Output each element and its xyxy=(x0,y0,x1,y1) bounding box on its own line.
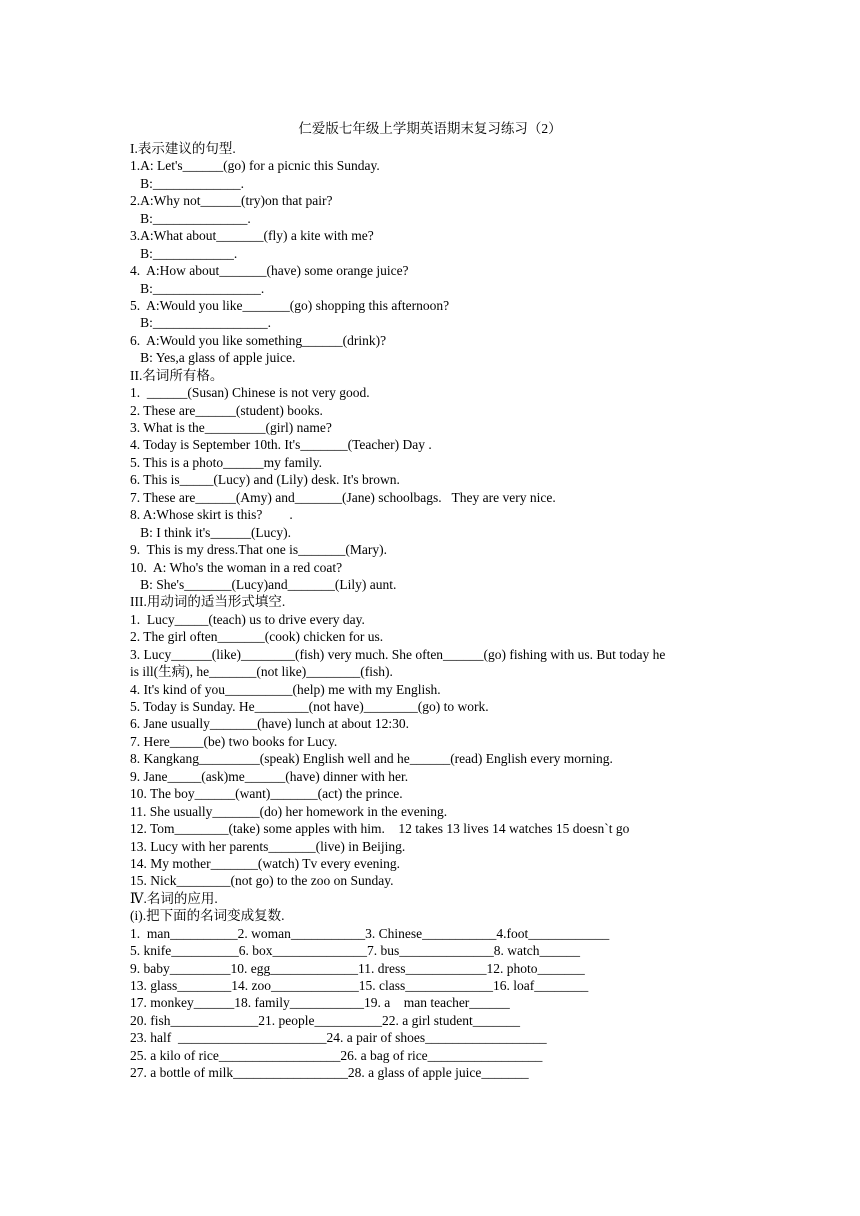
worksheet-line: 23. half ______________________24. a pair of shoes__________________ xyxy=(130,1030,547,1046)
worksheet-line: 5. Today is Sunday. He________(not have)________(go) to work. xyxy=(130,699,489,714)
worksheet-line: 2. The girl often_______(cook) chicken for us. xyxy=(130,629,384,645)
worksheet-line: II.名词所有格。 xyxy=(130,367,224,383)
worksheet-line: 3.A:What about_______(fly) a kite with me? xyxy=(130,228,374,244)
worksheet-line: 11. She usually_______(do) her homework in the evening. xyxy=(130,803,448,819)
worksheet-line: 10. A: Who's the woman in a red coat? xyxy=(130,559,343,575)
worksheet-body xyxy=(130,140,740,1082)
worksheet-line: 6. This is_____(Lucy) and (Lily) desk. It's brown. xyxy=(130,472,400,488)
worksheet-line: 3. Lucy______(like)________(fish) very much. She often______(go) fishing with us. But today he xyxy=(130,646,666,662)
worksheet-line: 25. a kilo of rice__________________26. a bag of rice_________________ xyxy=(130,1047,543,1063)
worksheet-line: 3. What is the_________(girl) name? xyxy=(130,420,332,435)
worksheet-line: 27. a bottle of milk_________________28. a glass of apple juice_______ xyxy=(130,1065,529,1081)
worksheet-line: 9. baby_________10. egg_____________11. dress____________12. photo_______ xyxy=(130,960,585,976)
worksheet-line: B:_____________. xyxy=(130,175,245,191)
worksheet-line: 14. My mother_______(watch) Tv every evening. xyxy=(130,855,401,871)
worksheet-line: 9. Jane_____(ask)me______(have) dinner with her. xyxy=(130,768,409,784)
worksheet-line: 17. monkey______18. family___________19. a man teacher______ xyxy=(130,995,510,1011)
worksheet-line: B:______________. xyxy=(130,210,251,226)
worksheet-line: 20. fish_____________21. people__________22. a girl student_______ xyxy=(130,1012,520,1028)
worksheet-line: 1. Lucy_____(teach) us to drive every day. xyxy=(130,611,365,627)
worksheet-line: (i).把下面的名词变成复数. xyxy=(130,908,285,924)
worksheet-line: 1. man__________2. woman___________3. Chinese___________4.foot____________ xyxy=(130,925,610,941)
worksheet-line: B:____________. xyxy=(130,245,238,261)
page-title xyxy=(0,119,860,139)
worksheet-line: III.用动词的适当形式填空. xyxy=(130,594,286,610)
worksheet-line: 13. glass________14. zoo_____________15. class_____________16. loaf________ xyxy=(130,978,589,993)
worksheet-line: 1. ______(Susan) Chinese is not very good. xyxy=(130,385,370,401)
worksheet-line: B: Yes,a glass of apple juice. xyxy=(130,350,296,366)
worksheet-line: 9. This is my dress.That one is_______(Mary). xyxy=(130,542,387,558)
worksheet-line: 6. Jane usually_______(have) lunch at about 12:30. xyxy=(130,716,409,732)
worksheet-line: 12. Tom________(take) some apples with him. 12 takes 13 lives 14 watches 15 doesn`t go xyxy=(130,821,630,837)
worksheet-line: 2.A:Why not______(try)on that pair? xyxy=(130,193,333,209)
worksheet-line: B:_________________. xyxy=(130,315,272,331)
worksheet-line: 13. Lucy with her parents_______(live) in Beijing. xyxy=(130,838,406,854)
worksheet-line: 4. It's kind of you__________(help) me with my English. xyxy=(130,681,441,697)
worksheet-line: is ill(生病), he_______(not like)________(fish). xyxy=(130,664,393,680)
worksheet-line: 8. A:Whose skirt is this? . xyxy=(130,507,293,523)
worksheet-line: 4. Today is September 10th. It's_______(Teacher) Day . xyxy=(130,437,432,453)
worksheet-line: 2. These are______(student) books. xyxy=(130,402,323,418)
worksheet-line: 5. This is a photo______my family. xyxy=(130,454,322,470)
worksheet-line: 1.A: Let's______(go) for a picnic this Sunday. xyxy=(130,158,380,174)
worksheet-line: 15. Nick________(not go) to the zoo on Sunday. xyxy=(130,873,394,889)
worksheet-line: 5. A:Would you like_______(go) shopping this afternoon? xyxy=(130,297,450,313)
worksheet-line: 10. The boy______(want)_______(act) the prince. xyxy=(130,786,403,802)
worksheet-line: B:________________. xyxy=(130,280,265,296)
worksheet-line: 7. Here_____(be) two books for Lucy. xyxy=(130,733,338,749)
worksheet-line: 8. Kangkang_________(speak) English well and he______(read) English every morning. xyxy=(130,751,613,767)
worksheet-line: 5. knife__________6. box______________7. bus______________8. watch______ xyxy=(130,943,580,959)
worksheet-line: Ⅳ.名词的应用. xyxy=(130,890,218,906)
worksheet-line: I.表示建议的句型. xyxy=(130,141,236,156)
worksheet-line: 6. A:Would you like something______(drink)? xyxy=(130,332,387,348)
worksheet-line: 4. A:How about_______(have) some orange juice? xyxy=(130,263,409,279)
title-text: 仁爱版七年级上学期英语期末复习练习（2） xyxy=(298,121,562,136)
worksheet-line: B: I think it's______(Lucy). xyxy=(130,524,292,540)
worksheet-line: 7. These are______(Amy) and_______(Jane) schoolbags. They are very nice. xyxy=(130,489,556,505)
worksheet-line: B: She's_______(Lucy)and_______(Lily) aunt. xyxy=(130,576,397,592)
